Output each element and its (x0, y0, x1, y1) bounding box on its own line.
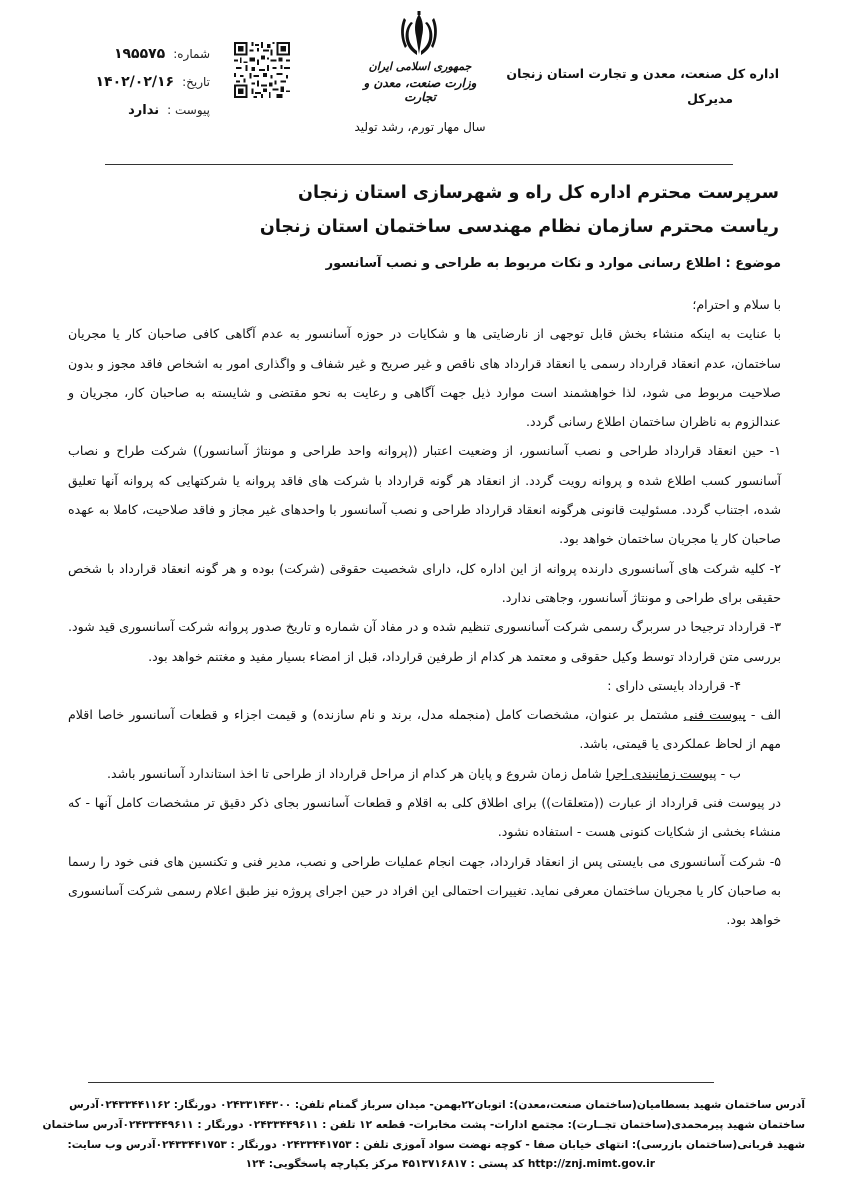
attachment-label: پیوست : (167, 103, 210, 117)
attachment-value: ندارد (128, 102, 160, 118)
ministry-name: وزارت صنعت، معدن و تجارت (363, 76, 477, 104)
header-divider (105, 164, 733, 165)
number-value: ۱۹۵۵۷۵ (113, 46, 166, 62)
item-4a-text: مشتمل بر عنوان، مشخصات کامل (منجمله مدل، برند و نام سازنده) و قیمت اجزاء و قطعات آسانسور خاصا اقلام مهم از لحاظ عملکردی یا قیمتی، باشد. (68, 707, 781, 752)
qr-code-icon (234, 42, 290, 98)
number-row (70, 40, 210, 68)
footer-line-1: آدرس ساختمان شهید بسطامیان(ساختمان صنعت،معدن): اتوبان۲۲بهمن- میدان سرباز گمنام تلفن: ۰۲۴۳۳۱۴۴۳۰۰ دورنگار: ۰۲۴۳۳۴۴۱۱۶۲آدرس (69, 1099, 805, 1111)
item-4-note: در پیوست فنی قرارداد از عبارت ((متعلقات)) برای اطلاق کلی به اقلام و قطعات آسانسور بجای ذکر دقیق تر مشخصات کامل آنها - که منشاء بخشی از شکایات کنونی هست - استفاده نشود. (68, 795, 781, 840)
number-label: شماره: (173, 47, 210, 61)
footer-addresses (44, 1096, 805, 1175)
item-4b-underlined: پیوست زمانبندی اجرا (605, 765, 717, 781)
item-4b-text: شامل زمان شروع و پایان هر کدام از مراحل قرارداد از طراحی تا اخذ استاندارد آسانسور باشد. (106, 765, 606, 781)
item-2: ۲- کلیه شرکت های آسانسوری دارنده پروانه از این اداره کل، دارای شخصیت حقوقی (شرکت) بوده و هر گونه انعقاد قرارداد با شخص حقیقی برای طراحی و مونتاژ آسانسور، وجاهتی ندارد. (68, 560, 781, 605)
item-5: ۵- شرکت آسانسوری می بایستی پس از انعقاد قرارداد، جهت انجام عملیات طراحی و نصب، مدیر فنی و تکنسین های فنی خود را رسما به صاحبان کار یا مجریان ساختمان معرفی نماید. تغییرات احتمالی این افراد در حین اجرای پروژه نیز طبق اعلام رسمی شرکت آسانسوری خواهد بود. (68, 853, 781, 928)
organization-name: اداره کل صنعت، معدن و تجارت استان زنجان (506, 66, 779, 81)
gov-name: جمهوری اسلامی ایران (368, 60, 472, 73)
addressee-1: سرپرست محترم اداره کل راه و شهرسازی استان زنجان (298, 183, 779, 203)
footer-line-4: http://znj.mimt.gov.ir کد پستی : ۴۵۱۳۷۱۶۸۱۷ مرکز یکپارچه پاسخگویی: ۱۲۴ (245, 1158, 655, 1171)
year-slogan: سال مهار تورم، رشد تولید (354, 120, 486, 134)
footer-divider (88, 1082, 714, 1083)
greeting: با سلام و احترام؛ (692, 297, 781, 312)
item-1: ۱- حین انعقاد قرارداد طراحی و نصب آسانسور، از وضعیت اعتبار ((پروانه واحد طراحی و مونتاژ آسانسور)) شرکت طراح و نصاب آسانسور کسب اطلاع شده و پروانه رویت گردد. از انعقاد هر گونه قرارداد با شرکت های فاقد پروانه یا شرکتهایی که پروانه آنها تعلیق شده، اجتناب گردد. مسئولیت قانونی هرگونه انعقاد قرارداد طراحی و نصب آسانسور با واحدهای غیر مجاز و فاقد صلاحیت، کاملا به عهده صاحبان کار یا مجریان ساختمان خواهد بود. (68, 443, 781, 547)
item-4b-prefix: ب - (716, 765, 741, 781)
addressees (260, 176, 779, 244)
item-3: ۳- قرارداد ترجیحا در سربرگ رسمی شرکت آسانسوری تنظیم شده و در مفاد آن شماره و تاریخ صدور پروانه شرکت آسانسوری قید شود. بررسی متن قرارداد توسط وکیل حقوقی و معتمد هر کدام از طرفین قرارداد، قبل از امضاء بسیار مفید و مغتنم خواهد بود. (68, 619, 781, 664)
item-4a-underlined: پیوست فنی (683, 707, 746, 723)
item-4a (68, 700, 781, 759)
date-label: تاریخ: (182, 75, 210, 89)
date-row (70, 68, 210, 96)
government-title (350, 60, 490, 104)
organization-position: مدیرکل (687, 91, 733, 106)
addressee-2: ریاست محترم سازمان نظام مهندسی ساختمان استان زنجان (259, 217, 779, 237)
letter-meta (70, 40, 210, 124)
footer-line-3: شهید قربانی(ساختمان بازرسی): انتهای خیابان صفا - کوچه نهضت سواد آموزی تلفن : ۰۲۴۳۳۴۴۱۷۵۳ دورنگار : ۰۲۴۳۳۴۴۱۷۵۳آدرس وب سایت: (67, 1138, 805, 1151)
letter-body (68, 290, 781, 935)
intro-paragraph: با عنایت به اینکه منشاء بخش قابل توجهی از نارضایتی ها و شکایات در حوزه آسانسور به عدم آگاهی کافی صاحبان کار یا مجریان ساختمان، عدم انعقاد قرارداد رسمی یا انعقاد قرارداد های ناقص و غیر صریح و غیر شفاف و واگذاری امور به اشخاص فاقد مجوز و بدون صلاحیت مربوط می شود، لذا خواهشمند است موارد ذیل جهت آگاهی و رعایت به نحو مقتضی و شایسته به صاحبان کار، مجریان و عندالزوم به ناظران ساختمان اطلاع رسانی گردد. (68, 326, 781, 430)
subject-line: موضوع : اطلاع رسانی موارد و نکات مربوط به طراحی و نصب آسانسور (325, 256, 781, 271)
organization-header (506, 66, 779, 106)
item-4a-prefix: الف - (745, 707, 781, 723)
footer-line-2: ساختمان شهید پیرمحمدی(ساختمان تجــارت): مجتمع ادارات- پشت مخابرات- قطعه ۱۲ تلفن : ۰۲۴۳۳۴۴۹۶۱۱ دورنگار : ۰۲۴۳۳۴۴۹۶۱۱آدرس ساختمان (42, 1118, 805, 1131)
date-value: ۱۴۰۲/۰۲/۱۶ (95, 74, 175, 90)
item-4-title: ۴- قرارداد بایستی دارای : (607, 677, 741, 693)
item-4b (68, 759, 781, 788)
attachment-row (70, 96, 210, 124)
iran-emblem-icon (398, 10, 440, 60)
